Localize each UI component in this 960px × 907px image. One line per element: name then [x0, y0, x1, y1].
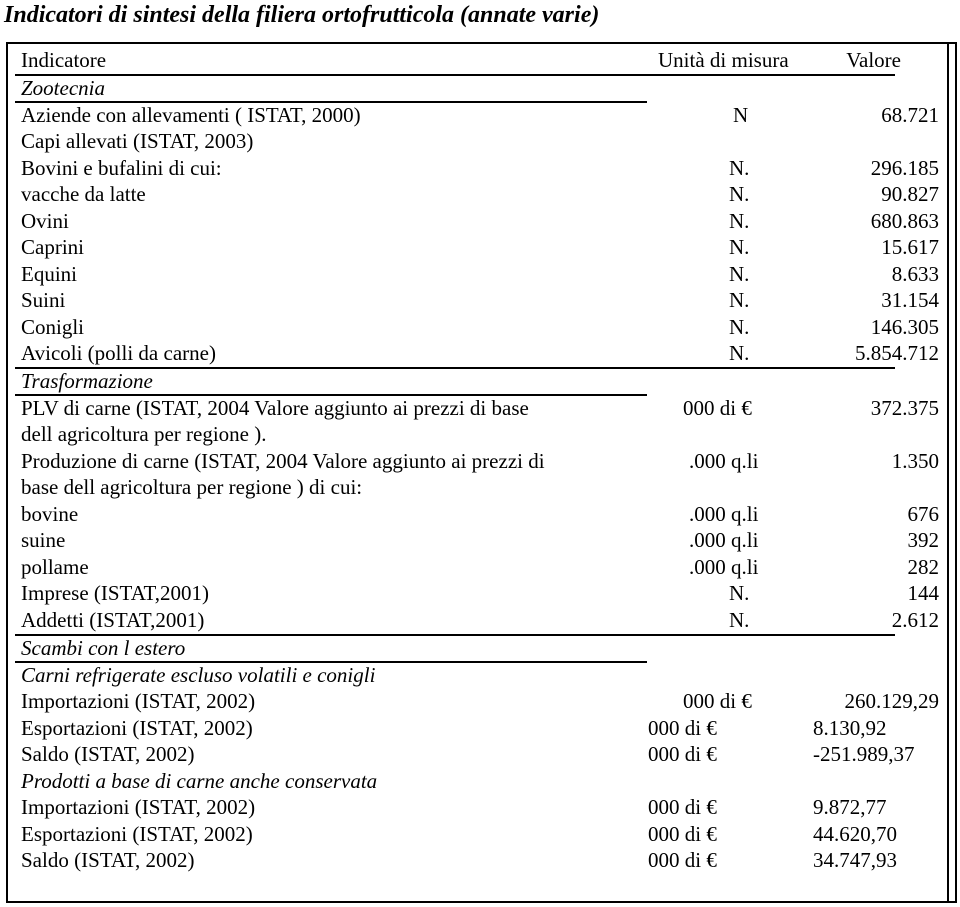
row-label: Produzione di carne (ISTAT, 2004 Valore aggiunto ai prezzi di	[21, 449, 545, 473]
row-value: -251.989,37	[813, 742, 915, 766]
row-value: 372.375	[870, 396, 939, 420]
row-value: 9.872,77	[813, 795, 887, 819]
row-label: Avicoli (polli da carne)	[21, 341, 216, 365]
row-unit: N.	[729, 235, 750, 259]
table-row	[8, 103, 939, 129]
table-row	[8, 288, 939, 314]
row-value: 8.130,92	[813, 716, 887, 740]
subsection-prodotti	[8, 769, 901, 795]
row-label: vacche da latte	[21, 182, 146, 206]
row-value: 1.350	[891, 449, 939, 473]
row-unit: N.	[729, 288, 750, 312]
header-unit: Unità di misura	[658, 48, 789, 72]
row-value: 144	[907, 581, 939, 605]
row-unit: N.	[729, 262, 750, 286]
table-row	[8, 182, 939, 208]
header-value: Valore	[846, 48, 901, 72]
row-label: Importazioni (ISTAT, 2002)	[21, 689, 256, 713]
section-trasformazione	[8, 369, 901, 395]
table-row	[8, 716, 939, 742]
row-label: Imprese (ISTAT,2001)	[21, 581, 210, 605]
row-label: Equini	[21, 262, 77, 286]
section-zootecnia	[8, 76, 901, 102]
row-unit: 000 di €	[683, 689, 752, 713]
row-label: Addetti (ISTAT,2001)	[21, 608, 205, 632]
row-value: 680.863	[870, 209, 939, 233]
row-value: 146.305	[870, 315, 939, 339]
table-row	[8, 209, 939, 235]
row-unit: N.	[729, 341, 750, 365]
row-label: Importazioni (ISTAT, 2002)	[21, 795, 256, 819]
row-unit: N.	[729, 209, 750, 233]
section-label: Prodotti a base di carne anche conservata	[21, 769, 378, 793]
row-unit: N.	[729, 182, 750, 206]
row-unit: N.	[729, 581, 750, 605]
section-label: Trasformazione	[21, 369, 153, 393]
row-value: 5.854.712	[855, 341, 939, 365]
row-value: 44.620,70	[813, 822, 897, 846]
row-unit: N	[733, 103, 749, 127]
row-value: 2.612	[891, 608, 939, 632]
row-value: 392	[907, 528, 939, 552]
header-indicator: Indicatore	[21, 48, 107, 72]
table-row	[8, 235, 939, 261]
section-label: Carni refrigerate escluso volatili e conigli	[21, 663, 376, 687]
table-row	[8, 581, 939, 607]
row-unit: N.	[729, 156, 750, 180]
table-row	[8, 502, 939, 528]
page-title: Indicatori di sintesi della filiera ortofrutticola (annate varie)	[4, 2, 600, 28]
row-value: 296.185	[870, 156, 939, 180]
row-unit: N.	[729, 608, 750, 632]
row-unit: 000 di €	[648, 742, 717, 766]
row-value: 90.827	[881, 182, 939, 206]
row-value: 68.721	[881, 103, 939, 127]
table-row	[8, 315, 939, 341]
table-row	[8, 449, 939, 475]
row-value: 34.747,93	[813, 848, 897, 872]
row-label: Aziende con allevamenti ( ISTAT, 2000)	[21, 103, 361, 127]
row-label: Esportazioni (ISTAT, 2002)	[21, 822, 253, 846]
row-label: Caprini	[21, 235, 84, 259]
table-row-continuation	[8, 475, 939, 501]
row-label: base dell agricoltura per regione ) di cui:	[21, 475, 363, 499]
section-label: Scambi con l estero	[21, 636, 186, 660]
table-row	[8, 555, 939, 581]
row-unit: .000 q.li	[689, 555, 759, 579]
indicator-table	[6, 42, 957, 903]
right-border-line	[947, 44, 949, 901]
row-unit: 000 di €	[648, 795, 717, 819]
table-row	[8, 822, 939, 848]
row-label: dell agricoltura per regione ).	[21, 422, 267, 446]
row-label: Bovini e bufalini di cui:	[21, 156, 222, 180]
row-value: 282	[907, 555, 939, 579]
table-row	[8, 129, 939, 155]
row-label: bovine	[21, 502, 79, 526]
table-row	[8, 608, 939, 634]
row-label: Capi allevati (ISTAT, 2003)	[21, 129, 254, 153]
row-label: Esportazioni (ISTAT, 2002)	[21, 716, 253, 740]
row-value: 15.617	[881, 235, 939, 259]
table-header-row	[8, 48, 901, 74]
row-value: 676	[907, 502, 939, 526]
row-unit: 000 di €	[648, 848, 717, 872]
table-row	[8, 742, 939, 768]
row-label: Conigli	[21, 315, 85, 339]
table-row	[8, 795, 939, 821]
row-label: Saldo (ISTAT, 2002)	[21, 742, 195, 766]
table-row	[8, 689, 939, 715]
row-unit: 000 di €	[648, 822, 717, 846]
table-row	[8, 528, 939, 554]
row-label: suine	[21, 528, 66, 552]
section-scambi	[8, 636, 901, 662]
table-row	[8, 341, 939, 367]
row-label: Saldo (ISTAT, 2002)	[21, 848, 195, 872]
row-value: 31.154	[881, 288, 939, 312]
row-label: Suini	[21, 288, 66, 312]
row-unit: .000 q.li	[689, 528, 759, 552]
row-value: 260.129,29	[844, 689, 939, 713]
table-row	[8, 156, 939, 182]
table-row-continuation	[8, 422, 939, 448]
row-unit: 000 di €	[683, 396, 752, 420]
table-row	[8, 396, 939, 422]
row-label: Ovini	[21, 209, 69, 233]
row-unit: .000 q.li	[689, 449, 759, 473]
row-unit: .000 q.li	[689, 502, 759, 526]
row-unit: 000 di €	[648, 716, 717, 740]
table-row	[8, 848, 939, 874]
table-row	[8, 262, 939, 288]
row-unit: N.	[729, 315, 750, 339]
subsection-carni	[8, 663, 901, 689]
section-label: Zootecnia	[21, 76, 105, 100]
row-label: PLV di carne (ISTAT, 2004 Valore aggiunto ai prezzi di base	[21, 396, 529, 420]
row-value: 8.633	[891, 262, 939, 286]
row-label: pollame	[21, 555, 89, 579]
